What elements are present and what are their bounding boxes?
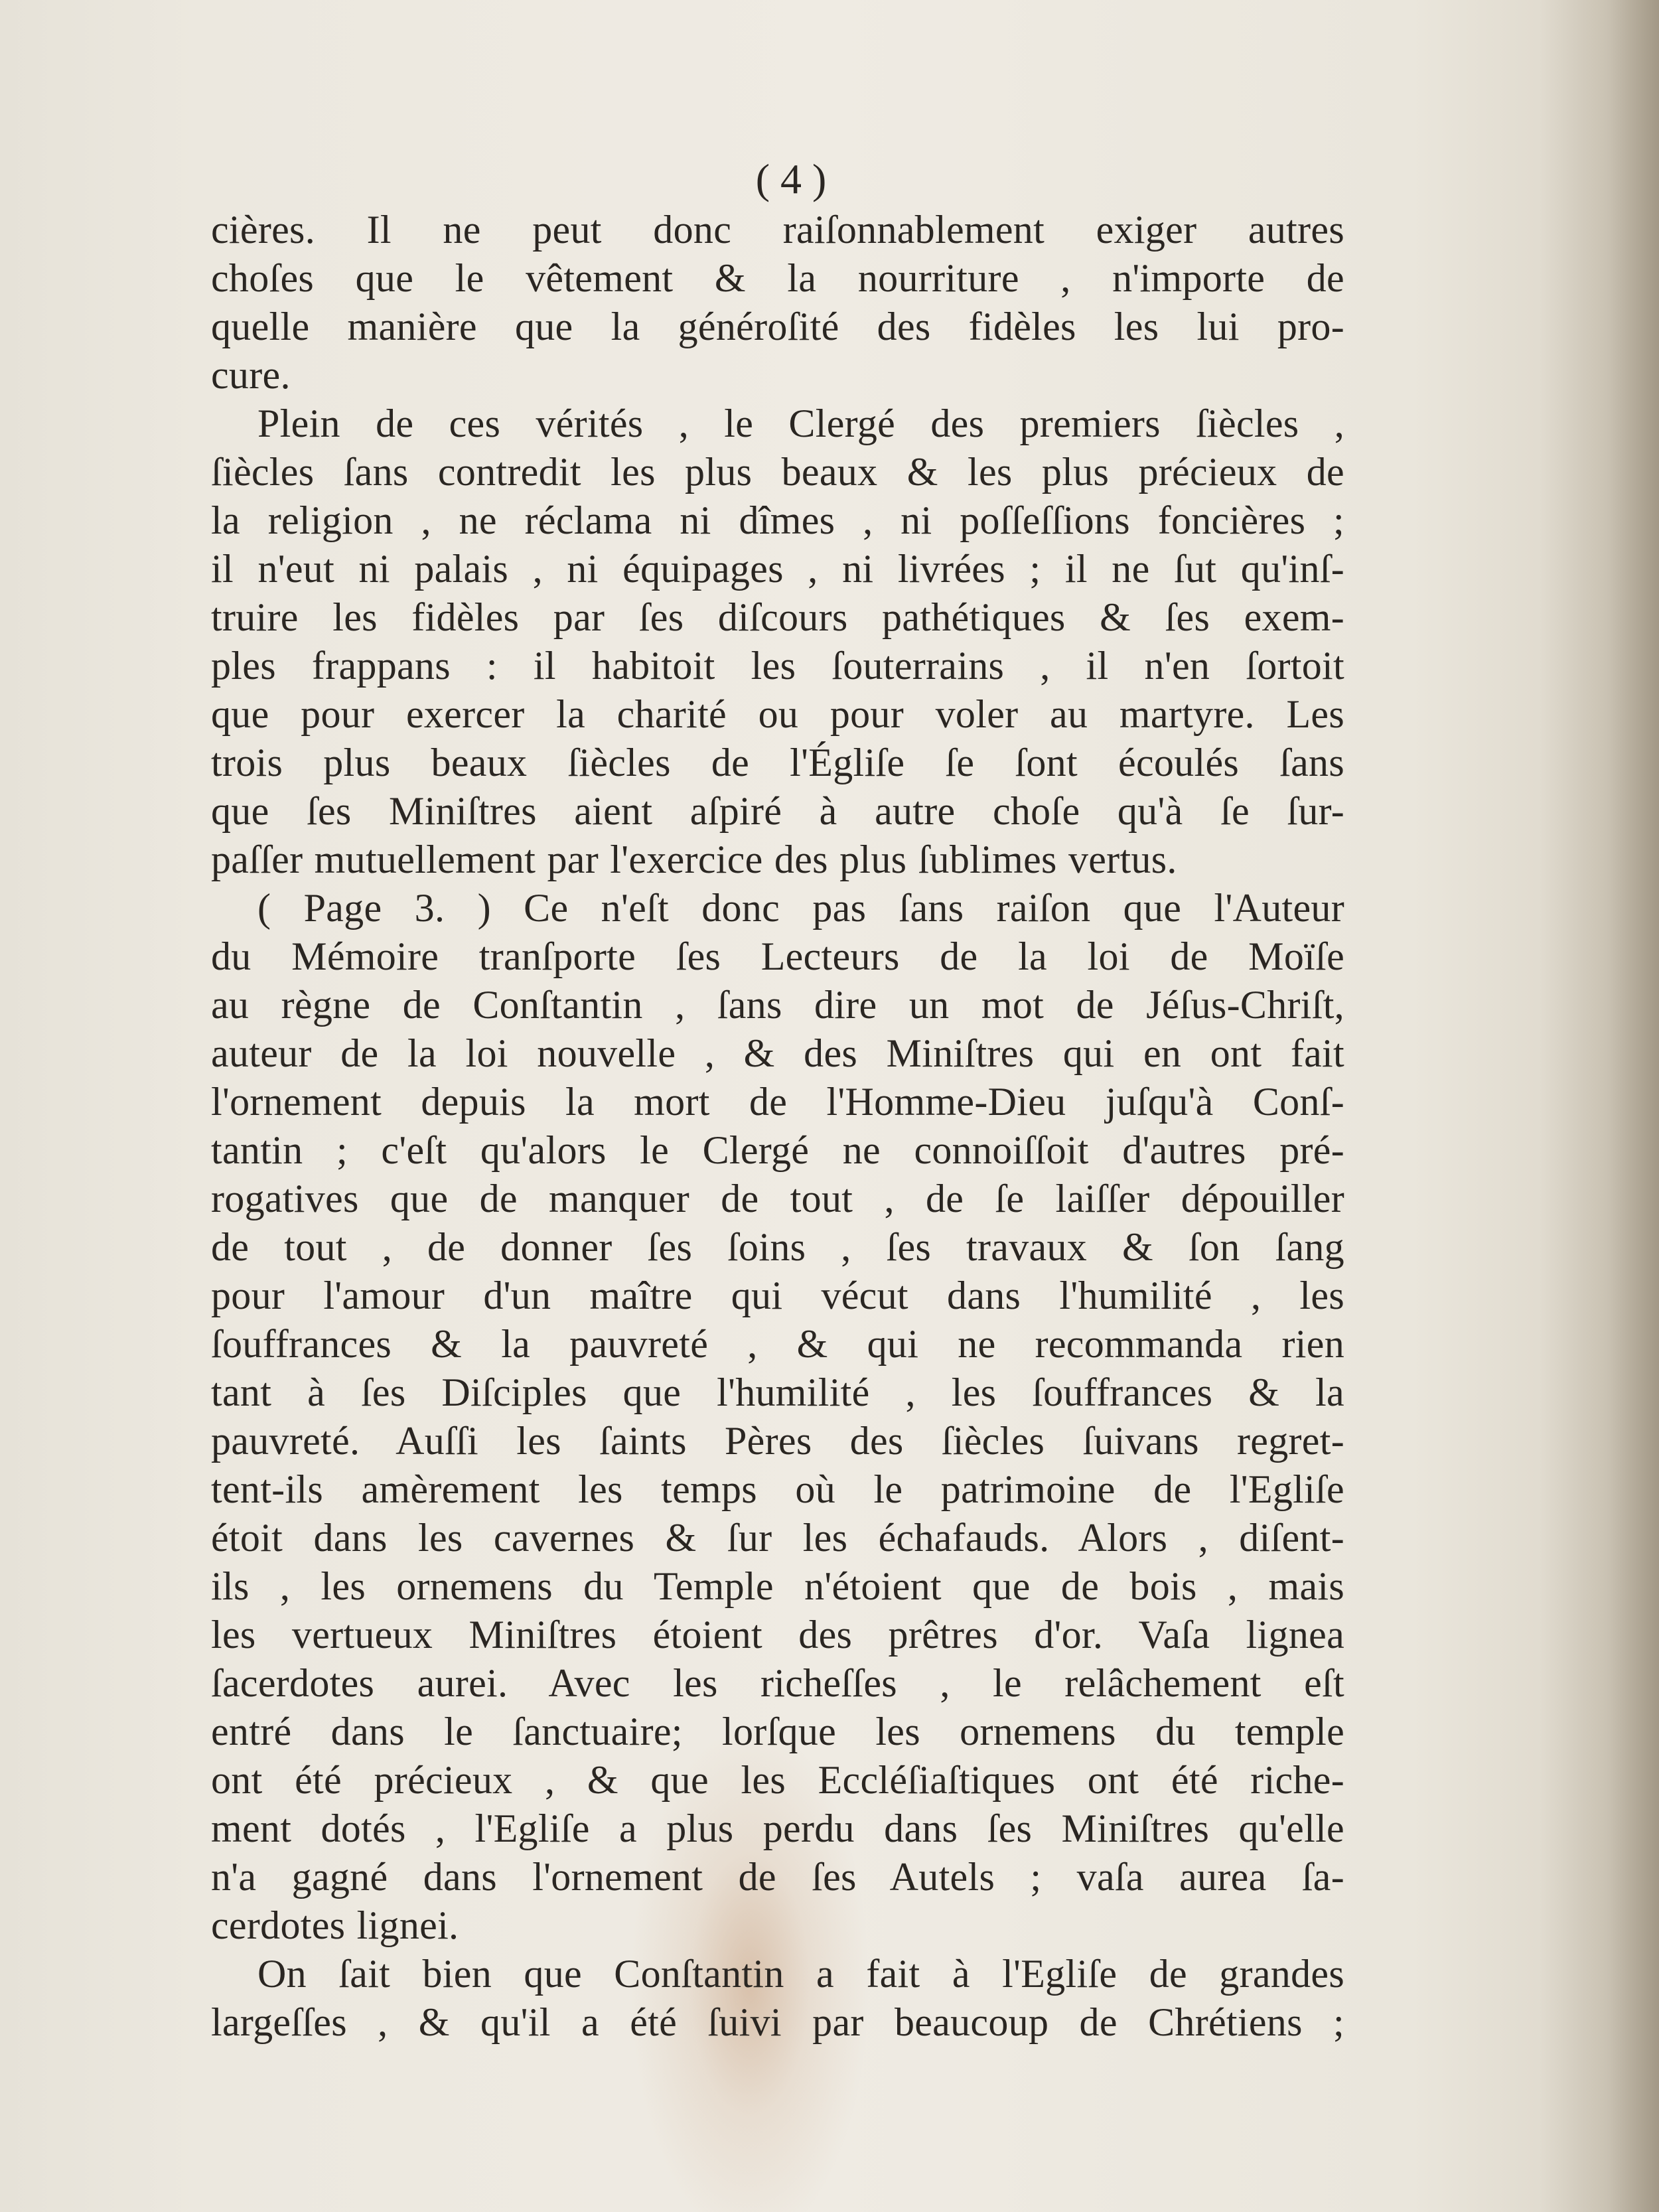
text-line: pauvreté. Auſſi les ſaints Pères des ſiècles ſuivans regret- <box>211 1419 1344 1463</box>
text-line: ſouffrances & la pauvreté , & qui ne recommanda rien <box>211 1322 1344 1366</box>
text-line: tant à ſes Diſciples que l'humilité , les ſouffrances & la <box>211 1370 1344 1414</box>
text-line: cure. <box>211 353 291 397</box>
page-number: ( 4 ) <box>755 155 827 202</box>
text-line: ſacerdotes aurei. Avec les richeſſes , le relâchement eſt <box>211 1661 1344 1705</box>
text-line: ples frappans : il habitoit les ſouterrains , il n'en ſortoit <box>211 644 1344 688</box>
text-line: du Mémoire tranſporte ſes Lecteurs de la loi de Moïſe <box>211 934 1344 978</box>
text-line: n'a gagné dans l'ornement de ſes Autels ; vaſa aurea ſa- <box>211 1855 1344 1899</box>
text-line: il n'eut ni palais , ni équipages , ni livrées ; il ne ſut qu'inſ- <box>211 547 1344 591</box>
text-line: de tout , de donner ſes ſoins , ſes travaux & ſon ſang <box>211 1225 1344 1269</box>
text-line: auteur de la loi nouvelle , & des Miniſtres qui en ont fait <box>211 1031 1344 1075</box>
text-line: tent-ils amèrement les temps où le patrimoine de l'Egliſe <box>211 1467 1344 1511</box>
text-line: l'ornement depuis la mort de l'Homme-Dieu juſqu'à Conſ- <box>211 1080 1344 1124</box>
text-line: On ſait bien que Conſtantin a fait à l'Egliſe de grandes <box>257 1952 1344 1996</box>
spine-shadow <box>1540 0 1659 2212</box>
text-line: quelle manière que la généroſité des fidèles les lui pro- <box>211 305 1344 348</box>
text-line: la religion , ne réclama ni dîmes , ni poſſeſſions foncières ; <box>211 498 1344 542</box>
page-text-block <box>211 153 1344 2047</box>
text-line: rogatives que de manquer de tout , de ſe laiſſer dépouiller <box>211 1177 1344 1220</box>
text-line: ( Page 3. ) Ce n'eſt donc pas ſans raiſon que l'Auteur <box>257 886 1344 930</box>
text-line: ſiècles ſans contredit les plus beaux & les plus précieux de <box>211 450 1344 494</box>
text-line: pour l'amour d'un maître qui vécut dans l'humilité , les <box>211 1274 1344 1317</box>
text-line: entré dans le ſanctuaire; lorſque les ornemens du temple <box>211 1710 1344 1753</box>
text-line: largeſſes , & qu'il a été ſuivi par beaucoup de Chrétiens ; <box>211 2000 1344 2044</box>
text-line: cerdotes lignei. <box>211 1903 459 1947</box>
text-line: choſes que le vêtement & la nourriture , n'importe de <box>211 256 1344 300</box>
text-line: que pour exercer la charité ou pour voler au martyre. Les <box>211 692 1344 736</box>
text-line: au règne de Conſtantin , ſans dire un mot de Jéſus-Chriſt, <box>211 983 1344 1027</box>
text-line: étoit dans les cavernes & ſur les échafauds. Alors , diſent- <box>211 1516 1344 1560</box>
text-line: cières. Il ne peut donc raiſonnablement exiger autres <box>211 208 1344 252</box>
text-line: ils , les ornemens du Temple n'étoient que de bois , mais <box>211 1564 1344 1608</box>
text-line: les vertueux Miniſtres étoient des prêtres d'or. Vaſa lignea <box>211 1613 1344 1657</box>
text-line: ont été précieux , & que les Eccléſiaſtiques ont été riche- <box>211 1758 1344 1802</box>
text-line: tantin ; c'eſt qu'alors le Clergé ne connoiſſoit d'autres pré- <box>211 1128 1344 1172</box>
text-line: que ſes Miniſtres aient aſpiré à autre choſe qu'à ſe ſur- <box>211 789 1344 833</box>
text-line: truire les fidèles par ſes diſcours pathétiques & ſes exem- <box>211 595 1344 639</box>
text-line: Plein de ces vérités , le Clergé des premiers ſiècles , <box>257 402 1344 445</box>
text-line: ment dotés , l'Egliſe a plus perdu dans ſes Miniſtres qu'elle <box>211 1806 1344 1850</box>
text-line: paſſer mutuellement par l'exercice des plus ſublimes vertus. <box>211 838 1177 881</box>
text-line: trois plus beaux ſiècles de l'Égliſe ſe ſont écoulés ſans <box>211 741 1344 784</box>
